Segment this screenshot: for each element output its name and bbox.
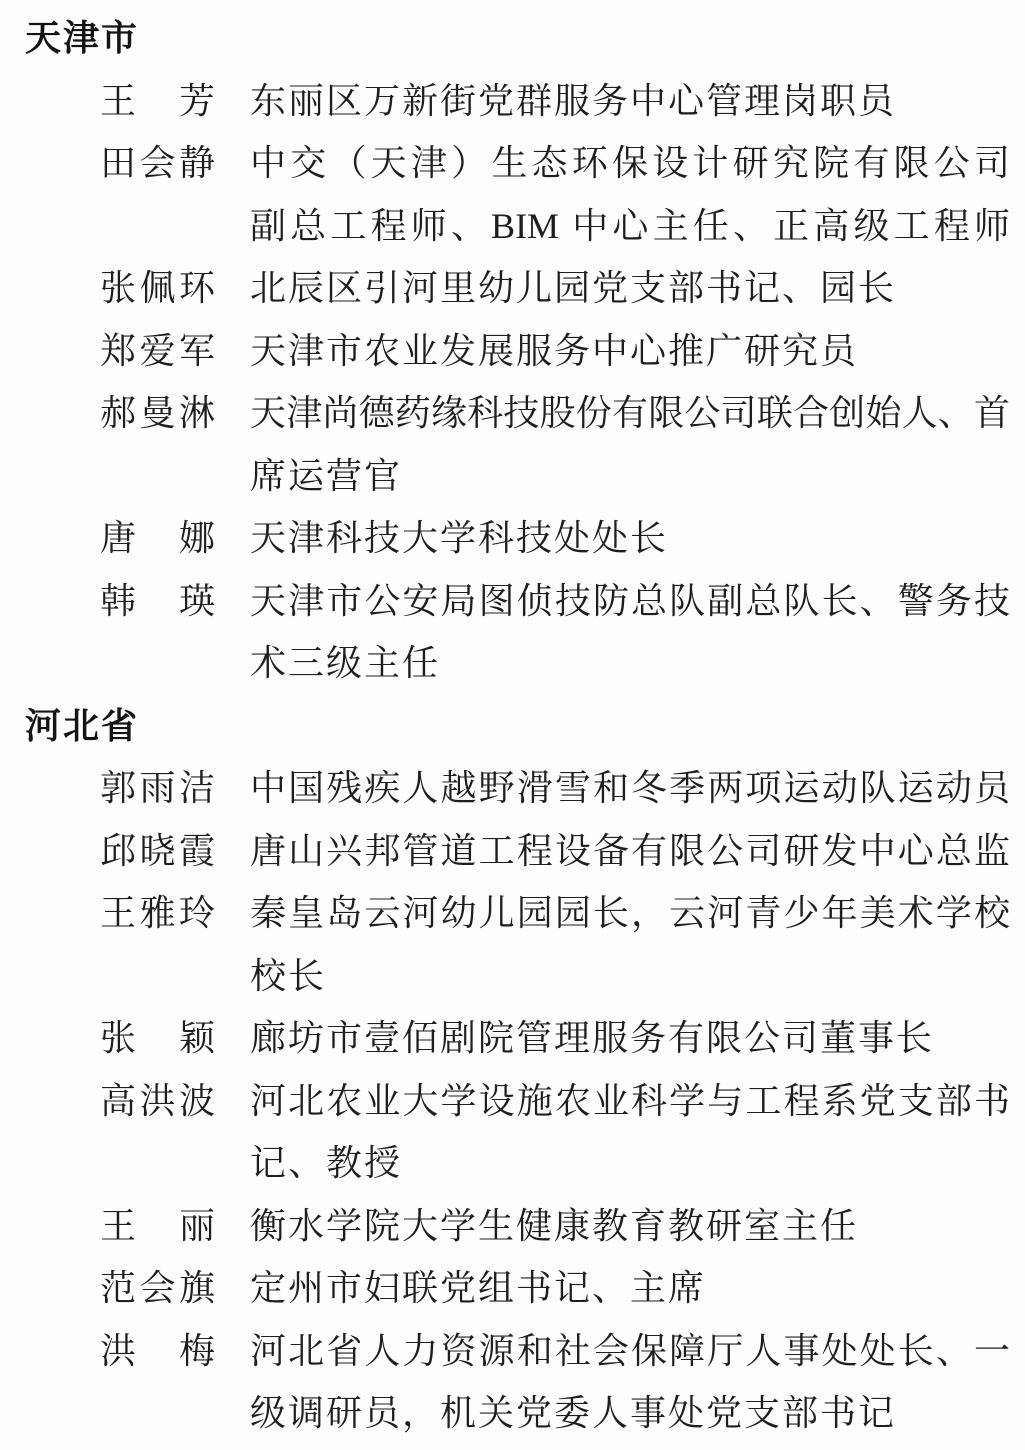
honoree-row bbox=[0, 882, 1025, 1007]
province-section bbox=[0, 7, 1025, 695]
honoree-row bbox=[0, 1007, 1025, 1070]
province-section bbox=[0, 695, 1025, 1445]
honoree-row bbox=[0, 382, 1025, 507]
honoree-name: 田会静 bbox=[100, 143, 215, 183]
honoree-row bbox=[0, 1257, 1025, 1320]
honoree-title bbox=[250, 257, 1010, 320]
title-line: 河北农业大学设施农业科学与工程系党支部书 bbox=[250, 1080, 1010, 1121]
honoree-name: 王 丽 bbox=[100, 1205, 215, 1246]
title-line: 术三级主任 bbox=[250, 643, 441, 683]
title-line: 席运营官 bbox=[250, 455, 403, 496]
title-line: 天津市公安局图侦技防总队副总队长、警务技 bbox=[250, 580, 1010, 621]
honoree-title bbox=[250, 1257, 1010, 1320]
honoree-name: 邱晓霞 bbox=[100, 830, 215, 871]
honoree-name: 韩 瑛 bbox=[100, 580, 215, 621]
honoree-title bbox=[250, 570, 1010, 695]
honoree-name: 郝曼淋 bbox=[100, 393, 215, 433]
honoree-title bbox=[250, 70, 1010, 133]
title-line: 中国残疾人越野滑雪和冬季两项运动队运动员 bbox=[250, 768, 1010, 808]
title-line: 廊坊市壹佰剧院管理服务有限公司董事长 bbox=[250, 1018, 935, 1058]
honoree-title bbox=[250, 1320, 1010, 1445]
title-line: 唐山兴邦管道工程设备有限公司研发中心总监 bbox=[250, 830, 1010, 871]
honoree-row bbox=[0, 507, 1025, 570]
title-line: 北辰区引河里幼儿园党支部书记、园长 bbox=[250, 268, 897, 308]
honoree-title bbox=[250, 320, 1010, 383]
honoree-row bbox=[0, 257, 1025, 320]
title-line: 河北省人力资源和社会保障厅人事处处长、一 bbox=[250, 1330, 1010, 1371]
title-line: 秦皇岛云河幼儿园园长，云河青少年美术学校 bbox=[250, 893, 1010, 933]
title-line: 东丽区万新街党群服务中心管理岗职员 bbox=[250, 80, 897, 121]
honoree-title bbox=[250, 1195, 1010, 1258]
title-line: 天津尚德药缘科技股份有限公司联合创始人、首 bbox=[250, 393, 1010, 433]
honoree-name: 郑爱军 bbox=[100, 330, 215, 371]
honoree-title bbox=[250, 820, 1010, 883]
honoree-name: 唐 娜 bbox=[100, 518, 215, 558]
honoree-row bbox=[0, 757, 1025, 820]
title-line: 天津科技大学科技处处长 bbox=[250, 518, 669, 558]
honoree-name: 王 芳 bbox=[100, 80, 215, 121]
honoree-name: 王雅玲 bbox=[100, 893, 215, 933]
province-heading: 河北省 bbox=[25, 704, 140, 746]
honoree-row bbox=[0, 320, 1025, 383]
honoree-title bbox=[250, 882, 1010, 1007]
honoree-name: 范会旗 bbox=[100, 1268, 215, 1308]
honoree-row bbox=[0, 1320, 1025, 1445]
province-heading: 天津市 bbox=[25, 17, 140, 58]
honoree-title bbox=[250, 1070, 1010, 1195]
title-line: 记、教授 bbox=[250, 1143, 403, 1183]
honoree-name: 张佩环 bbox=[100, 268, 215, 308]
title-line: 定州市妇联党组书记、主席 bbox=[250, 1268, 707, 1308]
honoree-title bbox=[250, 757, 1010, 820]
title-line: 天津市农业发展服务中心推广研究员 bbox=[250, 330, 859, 371]
honoree-row bbox=[0, 1195, 1025, 1258]
honoree-name: 张 颖 bbox=[100, 1018, 215, 1058]
honoree-title bbox=[250, 507, 1010, 570]
honoree-row bbox=[0, 70, 1025, 133]
title-line: 副总工程师、BIM 中心主任、正高级工程师 bbox=[250, 205, 1010, 246]
title-line: 衡水学院大学生健康教育教研室主任 bbox=[250, 1205, 859, 1246]
honoree-title bbox=[250, 382, 1010, 507]
honoree-row bbox=[0, 820, 1025, 883]
entry-list bbox=[0, 757, 1025, 1445]
title-line: 校长 bbox=[250, 955, 327, 996]
title-line: 级调研员，机关党委人事处党支部书记 bbox=[250, 1393, 897, 1433]
honoree-title bbox=[250, 1007, 1010, 1070]
honoree-row bbox=[0, 132, 1025, 257]
honoree-name: 郭雨洁 bbox=[100, 768, 215, 808]
honoree-row bbox=[0, 570, 1025, 695]
entry-list bbox=[0, 70, 1025, 695]
honoree-row bbox=[0, 1070, 1025, 1195]
honoree-name: 高洪波 bbox=[100, 1080, 215, 1121]
honoree-title bbox=[250, 132, 1010, 257]
honoree-name: 洪 梅 bbox=[100, 1330, 215, 1371]
title-line: 中交（天津）生态环保设计研究院有限公司 bbox=[250, 143, 1010, 183]
